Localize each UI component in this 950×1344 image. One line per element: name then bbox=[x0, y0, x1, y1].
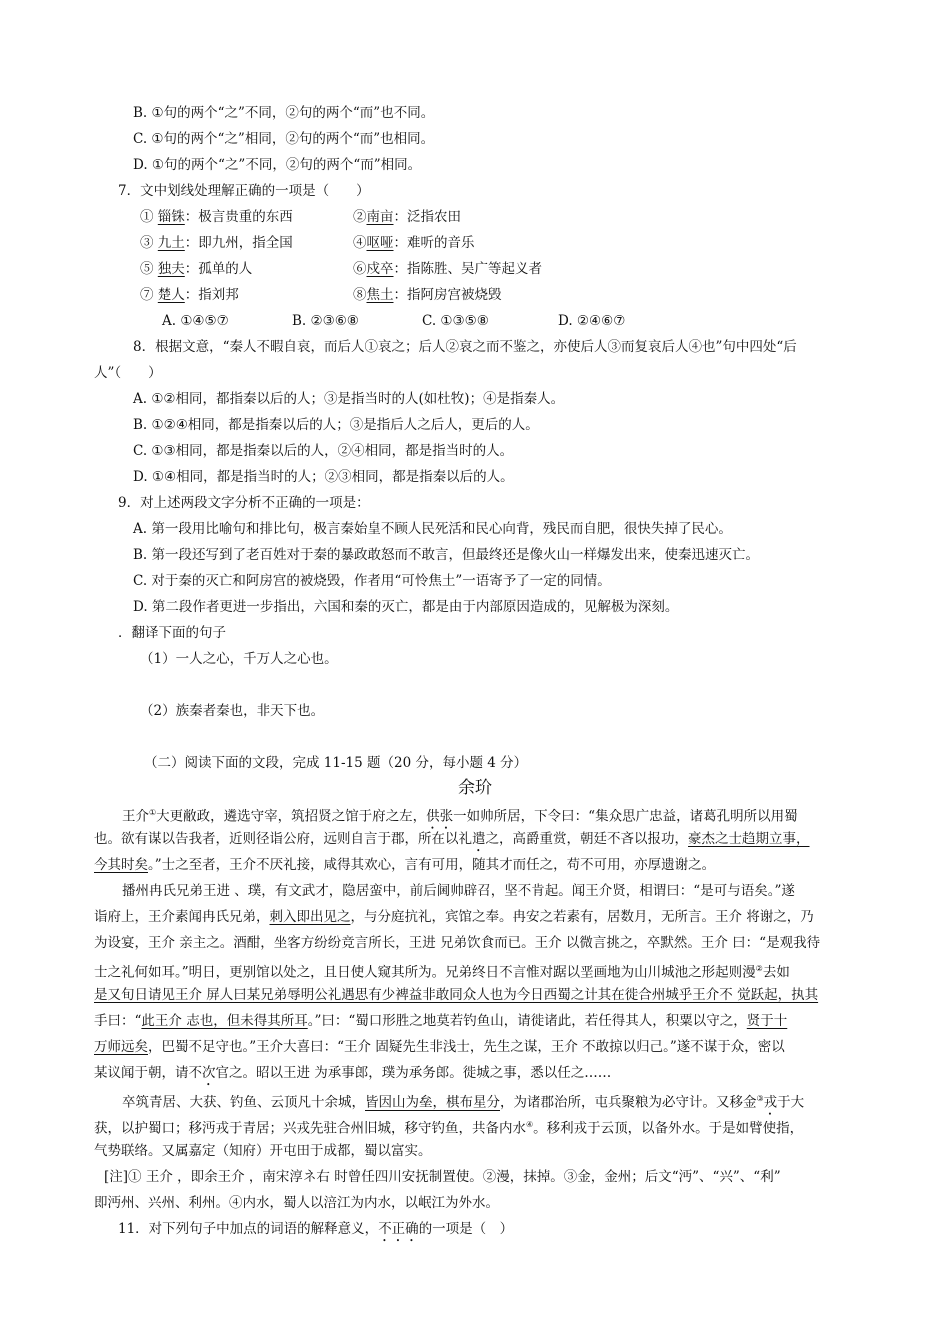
text: 手曰：“ bbox=[94, 1013, 142, 1029]
q8-option-c: C. ①③相同，都是指秦以后的人，②④相同，都是指当时的人。 bbox=[133, 443, 514, 459]
q6-option-c: C. ①句的两个“之”相同，②句的两个“而”也相同。 bbox=[133, 131, 435, 147]
passage-line bbox=[94, 1036, 785, 1058]
q7-choice-c: C. ①③⑤⑧ bbox=[422, 313, 489, 329]
q6-option-d: D. ①句的两个“之”不同，②句的两个“而”相同。 bbox=[133, 157, 422, 173]
item-word: 九土 bbox=[157, 235, 185, 251]
text: 一如帅所居，下令曰：“集众思广忠益，诸葛孔明所以用蜀 bbox=[453, 808, 798, 825]
q9-option-a: A. 第一段用比喻句和排比句，极言秦始皇不顾人民死活和民心向背，残民而自肥，很快失掉了民心。 bbox=[133, 521, 732, 537]
underlined-sentence: 豪杰之士趋期立事， bbox=[688, 831, 810, 847]
footnote-mark: ③ bbox=[756, 1094, 764, 1103]
item-definition: ：孤单的人 bbox=[184, 261, 253, 277]
underlined-sentence: 今其时矣 bbox=[94, 857, 148, 873]
underlined-sentence: 万师远矣 bbox=[94, 1039, 148, 1055]
q8-option-a: A. ①②相同，都指秦以后的人；③是指当时的人(如杜牧)；④是指秦人。 bbox=[133, 391, 565, 407]
item-word: 锱铢 bbox=[157, 209, 185, 225]
text: ，与分庭抗礼，宾馆之奉。冉安之若素有，居数月，无所言。王介 将谢之，乃 bbox=[350, 909, 814, 925]
item-word: 楚人 bbox=[157, 287, 185, 303]
item-definition: ：难听的音乐 bbox=[393, 235, 475, 251]
passage-line bbox=[94, 828, 810, 855]
dotted-word: 遣 bbox=[472, 831, 486, 847]
dotted-word: 不正确 bbox=[378, 1221, 419, 1237]
notes-line: [注]① 王介 ，即余王介 ，南宋淳ネ右 时曾任四川安抚制置使。②漫，抹掉。③金，金州；后文“沔”、“兴”、“利” bbox=[104, 1169, 781, 1185]
passage-line bbox=[94, 854, 715, 876]
item-definition: ：指阿房宫被烧毁 bbox=[393, 287, 502, 303]
passage-line bbox=[94, 984, 818, 1006]
footnote-mark: ④ bbox=[526, 1120, 534, 1129]
q7-item bbox=[353, 206, 461, 228]
q7-item bbox=[353, 232, 475, 254]
item-number: ③ bbox=[140, 235, 154, 251]
item-word: 独夫 bbox=[157, 261, 185, 277]
passage-line bbox=[94, 906, 814, 928]
q9-option-b: B. 第一段还写到了老百姓对于秦的暴政敢怒而不敢言，但最终还是像火山一样爆发出来，使秦迅速灭亡。 bbox=[133, 547, 760, 563]
text: 去如 bbox=[762, 964, 790, 981]
text: 。”士之至者，王介不厌礼接，咸得其欢心，言有可用，随其才而任之，苟不可用，亦厚遗谢之。 bbox=[148, 857, 716, 873]
q7-item bbox=[140, 258, 252, 280]
underlined-sentence: 是又旬日请见王介 屏人曰某兄弟辱明公礼遇思有少裨益非敢同众人也为今日西蜀之计其在徙合州城乎王介不 觉跃起，执其 bbox=[94, 987, 819, 1003]
item-number: ④ bbox=[353, 235, 367, 251]
q11-stem bbox=[118, 1218, 513, 1245]
q9-stem: 9．对上述两段文字分析不正确的一项是： bbox=[118, 495, 370, 511]
text: 卒筑青居、大获、钓鱼、云顶凡十余城， bbox=[122, 1094, 365, 1111]
text: 。移利戎于云顶，以备外水。于是如臂使指， bbox=[533, 1120, 804, 1137]
text: 王介 bbox=[122, 808, 149, 825]
item-word: 南亩 bbox=[366, 209, 394, 225]
text: 某议闻于朝，请不 bbox=[94, 1065, 202, 1081]
item-number: ⑦ bbox=[140, 287, 154, 303]
text: 获，以护蜀口；移沔戎于青居；兴戎先驻合州旧城，移守钓鱼，共备内水 bbox=[94, 1120, 526, 1137]
item-number: ① bbox=[140, 209, 154, 225]
item-definition: ：指刘邦 bbox=[184, 287, 239, 303]
q7-stem: 7．文中划线处理解正确的一项是（ ） bbox=[118, 183, 370, 199]
dotted-word: 戎 bbox=[763, 1094, 778, 1111]
item-number: ⑧ bbox=[353, 287, 367, 303]
text: 。”曰：“蜀口形胜之地莫若钓鱼山，请徙诸此，若任得其人，积粟以守之， bbox=[307, 1013, 747, 1029]
footnote-mark: ② bbox=[755, 964, 763, 973]
q9-option-c: C. 对于秦的灭亡和阿房宫的被烧毁，作者用“可怜焦土”一语寄予了一定的同情。 bbox=[133, 573, 611, 589]
q10-sentence-1: （1）一人之心，千万人之心也。 bbox=[140, 651, 338, 667]
item-word: 戍卒 bbox=[366, 261, 394, 277]
q7-choice-d: D. ②④⑥⑦ bbox=[558, 313, 626, 329]
q10-sentence-2: （2）族秦者秦也，非天下也。 bbox=[140, 703, 325, 719]
text: 官之。昭以王进 为承事郎，璞为承务郎。徙城之事，悉以任之…… bbox=[215, 1065, 612, 1081]
text: 11．对下列句子中加点的词语的解释意义， bbox=[118, 1221, 379, 1237]
passage-line bbox=[94, 1062, 611, 1089]
item-number: ⑤ bbox=[140, 261, 154, 277]
text: 大更敝政，遴选守宰，筑招贤之馆于府之左， bbox=[156, 808, 427, 825]
text: 士之礼何如耳。”明日，更别馆以处之，且日使人窥其所为。兄弟终日不言惟对踞以垩画地为山川城池之形起则漫 bbox=[94, 964, 756, 981]
footnote-mark: ① bbox=[149, 808, 157, 817]
item-word: 焦土 bbox=[366, 287, 394, 303]
item-definition: ：极言贵重的东西 bbox=[184, 209, 293, 225]
underlined-sentence: 贤于十 bbox=[746, 1013, 788, 1029]
underlined-sentence: 皆因山为垒，棋布星分 bbox=[365, 1094, 500, 1111]
underlined-sentence: 此王介 志也，但未得其所耳 bbox=[141, 1013, 308, 1029]
passage-line: 为设宴，王介 亲主之。酒酣，坐客方纷纷竞言所长，王进 兄弟饮食而已。王介 以微言挑之，卒默然。王介 曰：“是观我待 bbox=[94, 935, 821, 951]
passage-line bbox=[94, 1010, 787, 1032]
q7-item bbox=[140, 206, 293, 228]
dotted-word: 供张 bbox=[426, 808, 454, 825]
q10-stem: ．翻译下面的句子 bbox=[118, 625, 226, 641]
q7-choice-a: A. ①④⑤⑦ bbox=[162, 313, 229, 329]
q8-option-b: B. ①②④相同，都是指秦以后的人；③是指后人之后人，更后的人。 bbox=[133, 417, 539, 433]
text: ，为诸郡治所，屯兵聚粮为必守计。又移金 bbox=[500, 1094, 757, 1111]
text: 也。欲有谋以告我者，近则径诣公府，远则自言于郡，所在以礼 bbox=[94, 831, 472, 847]
passage-title: 余玠 bbox=[458, 778, 492, 798]
item-definition: ：即九州，指全国 bbox=[184, 235, 293, 251]
q9-option-d: D. 第二段作者更进一步指出，六国和秦的灭亡，都是由于内部原因造成的，见解极为深刻。 bbox=[133, 599, 679, 615]
q7-item bbox=[140, 232, 293, 254]
q8-stem: 8．根据文意，“秦人不暇自哀，而后人①哀之；后人②哀之而不鉴之，亦使后人③而复哀后人④也”句中四处“后 bbox=[133, 339, 797, 355]
dotted-word: 次 bbox=[202, 1065, 216, 1081]
q8-stem-cont: 人”（ ） bbox=[94, 365, 162, 381]
text: ，巴蜀不足守也。”王介大喜曰：“王介 固疑先生非浅士，先生之谋，王介 不敢掠以归己。”遂不谋于众，密以 bbox=[148, 1039, 785, 1055]
passage-line: 播州冉氏兄弟王进 、璞，有文武才，隐居蛮中，前后阃帅辟召，坚不肯起。闻王介贤，相谓曰：“是可与语矣。”遂 bbox=[122, 883, 795, 899]
q7-item bbox=[140, 284, 239, 306]
passage-line: 气势联络。又属嘉定（知府）开屯田于成都，蜀以富实。 bbox=[94, 1143, 432, 1159]
text: 诣府上，王介素闻冉氏兄弟， bbox=[94, 909, 270, 925]
q7-item bbox=[353, 284, 502, 306]
passage-line bbox=[94, 1114, 803, 1140]
q7-item bbox=[353, 258, 542, 280]
item-word: 呕哑 bbox=[366, 235, 394, 251]
section-heading: （二）阅读下面的文段，完成 11-15 题（20 分，每小题 4 分） bbox=[144, 755, 528, 771]
notes-line: 即沔州、兴州、利州。④内水，蜀人以涪江为内水，以岷江为外水。 bbox=[94, 1195, 499, 1211]
text: 的一项是（ ） bbox=[418, 1221, 514, 1237]
q7-choice-b: B. ②③⑥⑧ bbox=[292, 313, 359, 329]
item-definition: ：泛指农田 bbox=[393, 209, 461, 225]
text: 之，高爵重赏，朝廷不吝以报功， bbox=[485, 831, 688, 847]
q8-option-d: D. ①④相同，都是指当时的人；②③相同，都是指秦以后的人。 bbox=[133, 469, 514, 485]
q6-option-b: B. ①句的两个“之”不同，②句的两个“而”也不同。 bbox=[133, 105, 435, 121]
item-number: ② bbox=[353, 209, 367, 225]
item-number: ⑥ bbox=[353, 261, 367, 277]
text: 于大 bbox=[777, 1094, 805, 1111]
item-definition: ：指陈胜、吴广等起义者 bbox=[393, 261, 542, 277]
underlined-sentence: 刺入即出见之 bbox=[269, 909, 351, 925]
passage-line bbox=[94, 958, 790, 984]
